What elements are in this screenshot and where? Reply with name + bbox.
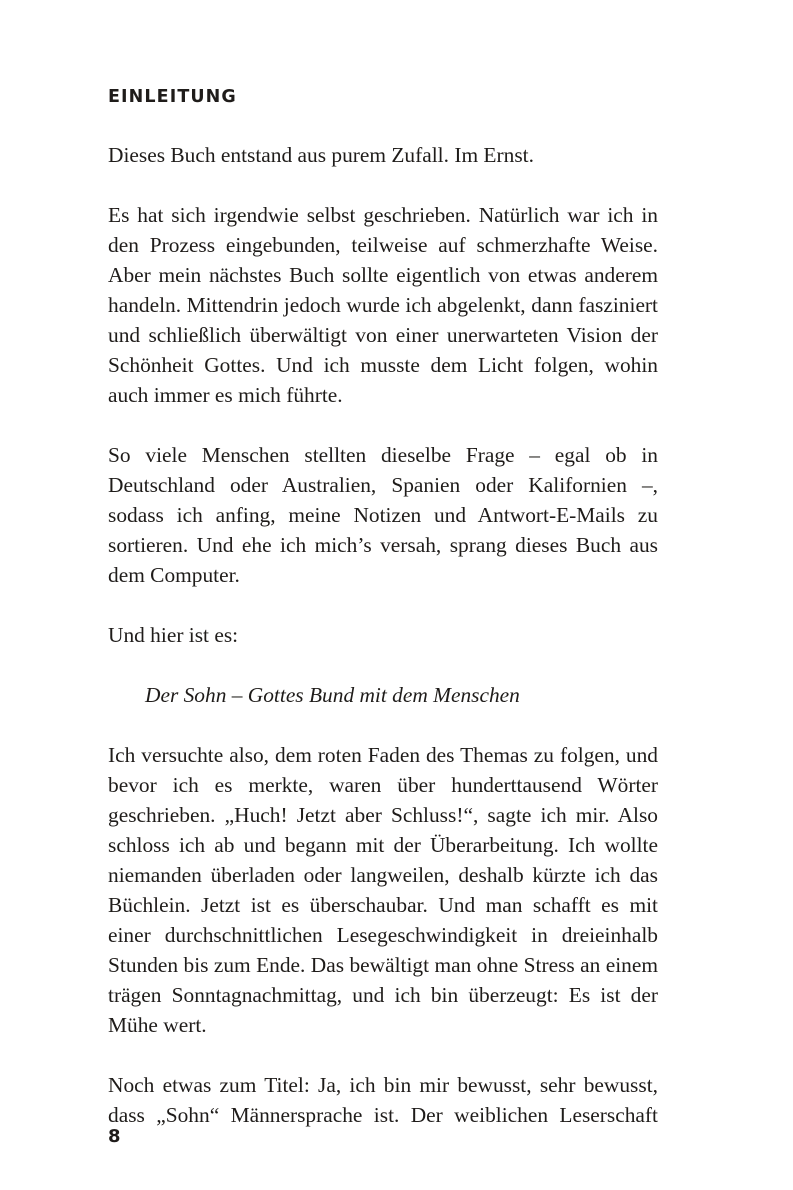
- page-number: 8: [108, 1126, 121, 1147]
- paragraph-opening: Dieses Buch entstand aus purem Zufall. Im Ernst.: [108, 143, 534, 167]
- book-title-line: Der Sohn – Gottes Bund mit dem Menschen: [145, 683, 520, 707]
- paragraph-origin: Es hat sich irgendwie selbst geschrieben. Natürlich war ich in den Prozess eingebunden, teilweise auf schmerzhafte Weise. Aber mein nächstes Buch sollte eigentlich von etwas anderem handeln. Mittendrin jedoch wurde ich abgelenkt, dann fasziniert und schließlich überwältigt von einer unerwarteten Vision der Schönheit Gottes. Und ich musste dem Licht folgen, wohin auch immer es mich führte.: [108, 203, 658, 407]
- paragraph-title-note: Noch etwas zum Titel: Ja, ich bin mir bewusst, sehr bewusst, dass „Sohn“ Männersprache ist. Der weiblichen Leserschaft: [108, 1073, 658, 1127]
- body-text: [108, 140, 658, 1160]
- paragraph-writing-process: Ich versuchte also, dem roten Faden des Themas zu folgen, und bevor ich es merkte, waren über hunderttausend Wörter geschrieben. „Huch! Jetzt aber Schluss!“, sagte ich mir. Also schloss ich ab und begann mit der Überarbeitung. Ich wollte niemanden überladen oder langweilen, deshalb kürzte ich das Büchlein. Jetzt ist es überschaubar. Und man schafft es mit einer durchschnittlichen Lesegeschwindigkeit in dreieinhalb Stunden bis zum Ende. Das bewältigt man ohne Stress an einem trägen Sonntagnachmittag, und ich bin überzeugt: Es ist der Mühe wert.: [108, 743, 658, 1037]
- chapter-heading: EINLEITUNG: [108, 87, 237, 107]
- paragraph-here-it-is: Und hier ist es:: [108, 623, 239, 647]
- paragraph-question: So viele Menschen stellten dieselbe Frage – egal ob in Deutschland oder Australien, Spanien oder Kalifornien –, sodass ich anfing, meine Notizen und Antwort-E-Mails zu sortieren. Und ehe ich mich’s versah, sprang dieses Buch aus dem Computer.: [108, 443, 658, 587]
